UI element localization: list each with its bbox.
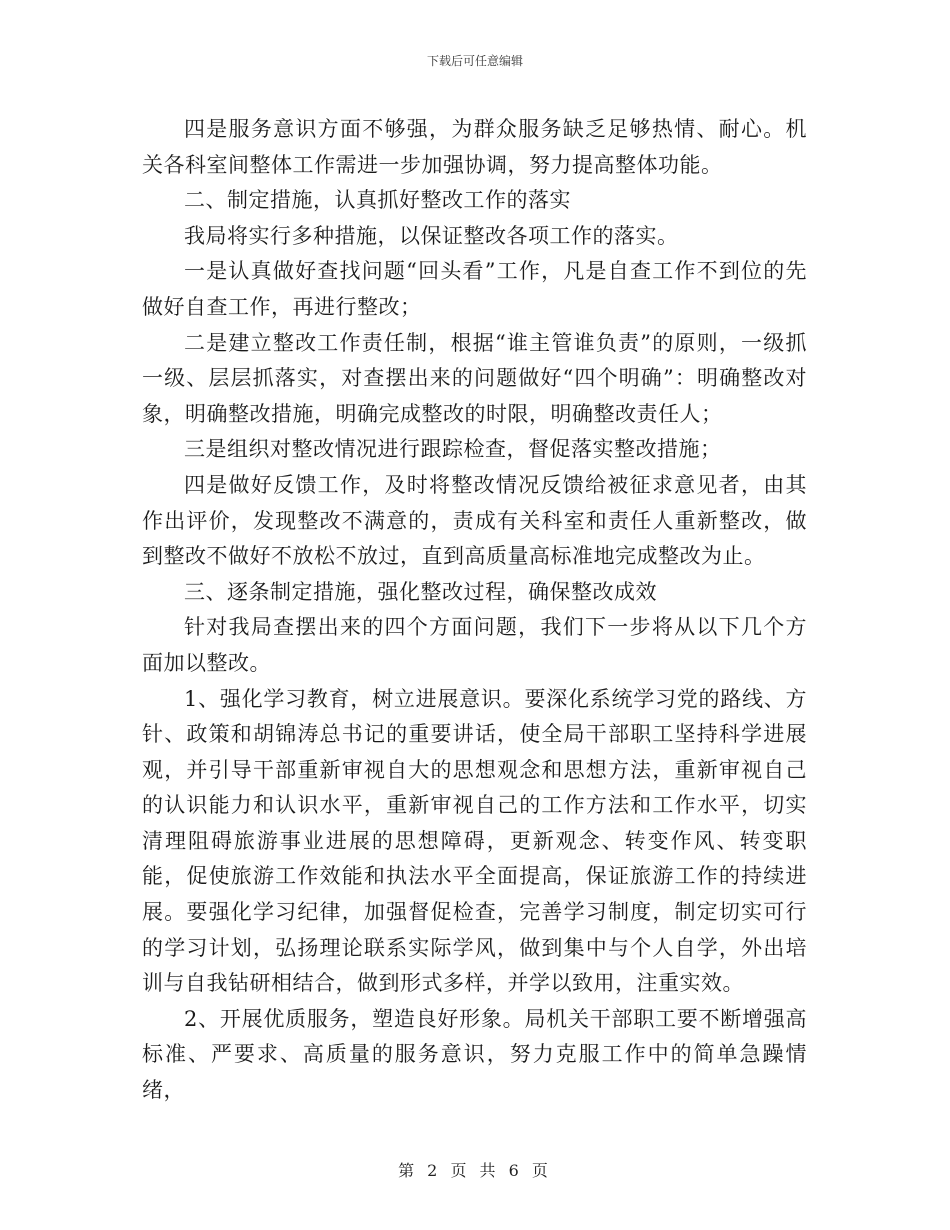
paragraph-7: 四是做好反馈工作，及时将整改情况反馈给被征求意见者，由其作出评价，发现整改不满意的，责成有关科室和责任人重新整改，做到整改不做好不放松不放过，直到高质量高标准地完成整改为止。 [142, 472, 807, 569]
paragraph-5: 二是建立整改工作责任制，根据“谁主管谁负责”的原则，一级抓一级、层层抓落实，对查摆出来的问题做好“四个明确”：明确整改对象，明确整改措施，明确完成整改的时限，明确整改责任人； [142, 330, 807, 426]
section-heading-2: 二、制定措施，认真抓好整改工作的落实 [184, 188, 571, 213]
paragraph-10: 1、强化学习教育，树立进展意识。要深化系统学习党的路线、方针、政策和胡锦涛总书记的重要讲话，使全局干部职工坚持科学进展观，并引导干部重新审视自大的思想观念和思想方法，重新审视自己的认识能力和认识水平，重新审视自己的工作方法和工作水平，切实清理阻碍旅游事业进展的思想障碍，更新观念、转变作风、转变职能，促使旅游工作效能和执法水平全面提高，保证旅游工作的持续进展。要强化学习纪律，加强督促检查，完善学习制度，制定切实可行的学习计划，弘扬理论联系实际学风，做到集中与个人自学，外出培训与自我钻研相结合，做到形式多样，并学以致用，注重实效。 [142, 686, 807, 996]
paragraph-3: 我局将实行多种措施，以保证整改各项工作的落实。 [184, 223, 679, 248]
paragraph-6: 三是组织对整改情况进行跟踪检查，督促落实整改措施； [184, 437, 722, 462]
document-body [142, 112, 807, 1109]
paragraph-1: 四是服务意识方面不够强，为群众服务缺乏足够热情、耐心。机关各科室间整体工作需进一步加强协调，努力提高整体功能。 [142, 117, 807, 177]
paragraph-4: 一是认真做好查找问题“回头看”工作，凡是自查工作不到位的先做好自查工作，再进行整改； [142, 259, 807, 319]
page-footer: 第 2 页 共 6 页 [398, 1161, 552, 1180]
section-heading-3: 三、逐条制定措施，强化整改过程，确保整改成效 [184, 579, 657, 604]
paragraph-11: 2、开展优质服务，塑造良好形象。局机关干部职工要不断增强高标准、严要求、高质量的服务意识，努力克服工作中的简单急躁情绪， [142, 1006, 807, 1103]
page-header: 下载后可任意编辑 [426, 54, 523, 68]
paragraph-9: 针对我局查摆出来的四个方面问题，我们下一步将从以下几个方面加以整改。 [142, 615, 807, 675]
